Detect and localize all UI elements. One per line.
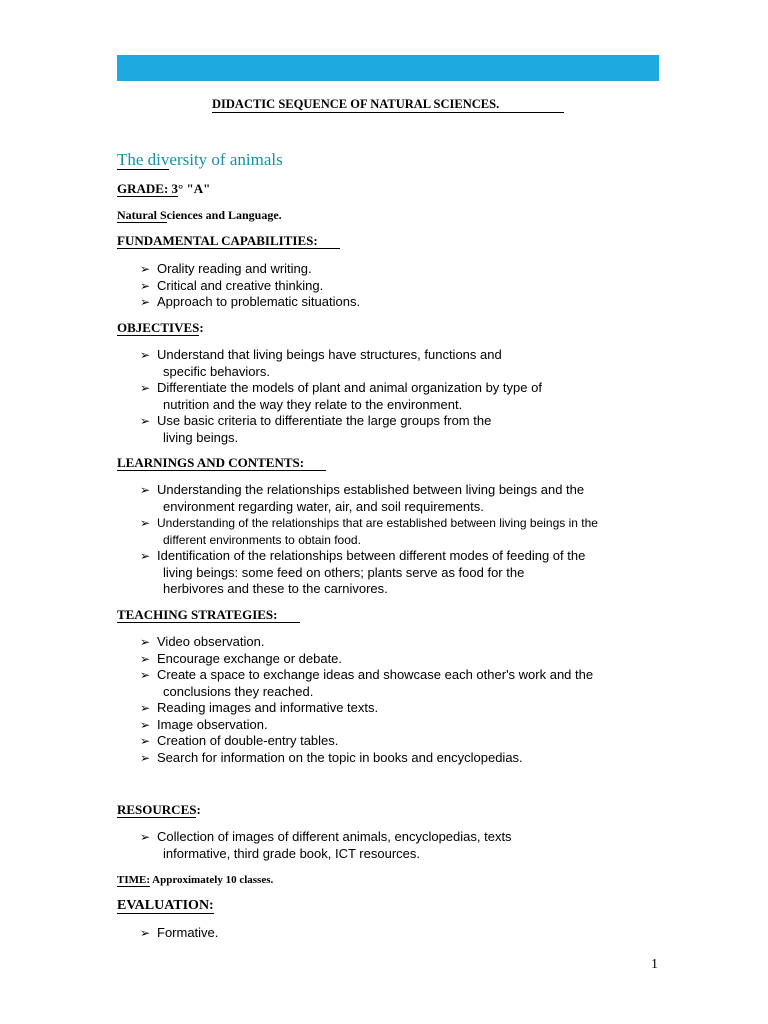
page-number: 1 bbox=[651, 957, 658, 972]
list-item bbox=[140, 750, 593, 767]
arrow-bullet-icon: ➢ bbox=[140, 734, 151, 748]
arrow-bullet-icon: ➢ bbox=[140, 278, 151, 293]
list-item bbox=[140, 380, 542, 413]
list-item-text: Orality reading and writing. bbox=[157, 261, 312, 276]
list-item-text: Reading images and informative texts. bbox=[157, 700, 379, 715]
list-item bbox=[140, 667, 593, 700]
evaluation-heading-text: EVALUATION: bbox=[117, 898, 214, 913]
list-item bbox=[140, 829, 512, 862]
arrow-bullet-icon: ➢ bbox=[140, 717, 151, 732]
time-line bbox=[117, 872, 273, 888]
learnings-list bbox=[140, 482, 598, 598]
arrow-bullet-icon: ➢ bbox=[140, 348, 151, 362]
list-item bbox=[140, 347, 542, 380]
list-item bbox=[140, 413, 542, 446]
list-item-text: Approach to problematic situations. bbox=[157, 294, 361, 309]
arrow-bullet-icon: ➢ bbox=[140, 668, 151, 682]
arrow-bullet-icon: ➢ bbox=[140, 651, 151, 666]
list-item-text: Image observation. bbox=[157, 716, 268, 732]
arrow-bullet-icon: ➢ bbox=[140, 830, 151, 844]
list-item bbox=[140, 733, 593, 750]
list-item-continuation: specific behaviors. bbox=[163, 363, 270, 379]
arrow-bullet-icon: ➢ bbox=[140, 926, 151, 940]
objectives-heading-colon: : bbox=[199, 320, 204, 335]
list-item-text: Create a space to exchange ideas and showcase each other's work and the bbox=[157, 667, 594, 682]
list-item bbox=[140, 261, 360, 278]
list-item-text: Differentiate the models of plant and animal organization by type of bbox=[157, 380, 542, 395]
list-item bbox=[140, 278, 360, 295]
list-item-text: Use basic criteria to differentiate the large groups from the bbox=[157, 413, 492, 428]
list-item-continuation: different environments to obtain food. bbox=[163, 532, 361, 547]
list-item bbox=[140, 700, 593, 717]
time-label: TIME: bbox=[117, 874, 150, 886]
strategies-heading-text: TEACHING STRATEGIES: bbox=[117, 607, 300, 623]
topic-heading-rest: ersity of animals bbox=[169, 150, 283, 169]
grade-line bbox=[117, 181, 210, 197]
topic-heading-underlined: The div bbox=[117, 150, 170, 169]
fundamental-heading-text: FUNDAMENTAL CAPABILITIES: bbox=[117, 233, 340, 249]
subject-underlined: Natural S bbox=[117, 208, 167, 222]
list-item-text: Critical and creative thinking. bbox=[157, 277, 324, 293]
list-item bbox=[140, 515, 598, 548]
list-item-continuation: informative, third grade book, ICT resources. bbox=[163, 845, 420, 861]
list-item-text: Collection of images of different animals, encyclopedias, texts bbox=[157, 829, 512, 844]
arrow-bullet-icon: ➢ bbox=[140, 483, 151, 497]
list-item-continuation: nutrition and the way they relate to the environment. bbox=[163, 396, 463, 412]
list-item bbox=[140, 548, 598, 598]
list-item-text: Video observation. bbox=[157, 634, 265, 649]
objectives-list bbox=[140, 347, 542, 446]
list-item-text: Understanding of the relationships that are established between living beings in the bbox=[157, 516, 598, 530]
list-item bbox=[140, 717, 593, 734]
time-value: Approximately 10 classes. bbox=[150, 874, 274, 886]
objectives-heading bbox=[117, 320, 204, 336]
list-item-text: Creation of double-entry tables. bbox=[157, 733, 339, 748]
evaluation-list bbox=[140, 925, 218, 942]
arrow-bullet-icon: ➢ bbox=[140, 414, 151, 428]
arrow-bullet-icon: ➢ bbox=[140, 549, 151, 563]
resources-heading bbox=[117, 802, 201, 818]
document-title: DIDACTIC SEQUENCE OF NATURAL SCIENCES. bbox=[212, 97, 564, 113]
strategies-list bbox=[140, 634, 593, 766]
learnings-heading-text: LEARNINGS AND CONTENTS: bbox=[117, 455, 326, 471]
arrow-bullet-icon: ➢ bbox=[140, 516, 151, 530]
list-item bbox=[140, 482, 598, 515]
grade-label: GRADE: 3 bbox=[117, 181, 179, 196]
list-item-text: Identification of the relationships between different modes of feeding of the bbox=[157, 548, 586, 563]
fundamental-list bbox=[140, 261, 360, 311]
arrow-bullet-icon: ➢ bbox=[140, 750, 151, 765]
learnings-heading bbox=[117, 455, 326, 471]
list-item bbox=[140, 925, 218, 942]
arrow-bullet-icon: ➢ bbox=[140, 635, 151, 649]
topic-heading bbox=[117, 150, 283, 170]
arrow-bullet-icon: ➢ bbox=[140, 701, 151, 715]
list-item-text: Understanding the relationships established between living beings and the bbox=[157, 482, 585, 497]
list-item bbox=[140, 294, 360, 311]
list-item-text: Encourage exchange or debate. bbox=[157, 650, 343, 666]
fundamental-heading bbox=[117, 233, 340, 249]
arrow-bullet-icon: ➢ bbox=[140, 262, 151, 276]
list-item-continuation: living beings: some feed on others; plants serve as food for the bbox=[163, 564, 525, 580]
arrow-bullet-icon: ➢ bbox=[140, 381, 151, 395]
resources-list bbox=[140, 829, 512, 862]
list-item-text: Search for information on the topic in books and encyclopedias. bbox=[157, 749, 523, 765]
arrow-bullet-icon: ➢ bbox=[140, 295, 151, 309]
strategies-heading bbox=[117, 607, 300, 623]
list-item-continuation: living beings. bbox=[163, 429, 239, 445]
list-item-text: Understand that living beings have structures, functions and bbox=[157, 347, 502, 362]
grade-value: ° "A" bbox=[178, 181, 211, 196]
list-item bbox=[140, 651, 593, 668]
list-item-text: Formative. bbox=[157, 925, 219, 940]
list-item-continuation: conclusions they reached. bbox=[163, 683, 314, 699]
resources-heading-text: RESOURCES bbox=[117, 802, 197, 817]
resources-heading-colon: : bbox=[196, 802, 201, 817]
evaluation-heading bbox=[117, 898, 214, 914]
header-color-band bbox=[117, 55, 659, 81]
subject-rest: ciences and Language. bbox=[166, 208, 282, 222]
list-item-continuation: herbivores and these to the carnivores. bbox=[163, 581, 388, 596]
objectives-heading-text: OBJECTIVES bbox=[117, 320, 200, 335]
list-item bbox=[140, 634, 593, 651]
list-item-continuation: environment regarding water, air, and soil requirements. bbox=[163, 498, 484, 514]
subject-line bbox=[117, 207, 282, 223]
